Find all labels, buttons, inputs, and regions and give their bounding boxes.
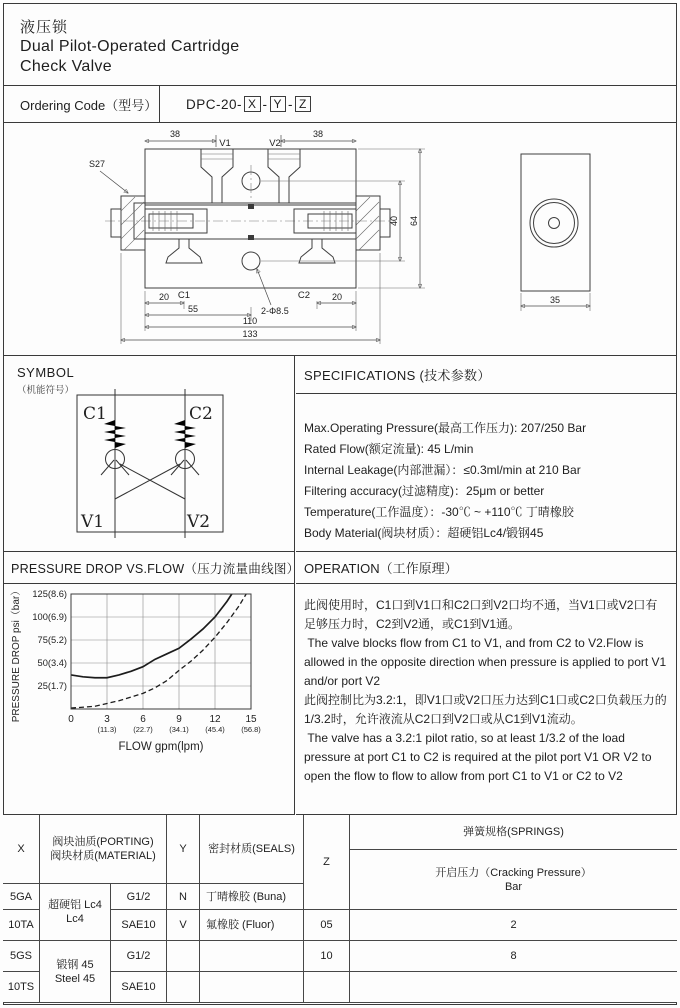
title-chinese: 液压锁 — [20, 19, 69, 36]
table-cell-cracking: 8 — [350, 941, 677, 971]
technical-drawing-section — [3, 123, 677, 356]
table-cell-empty — [350, 972, 677, 1002]
pressure-chart-title: PRESSURE DROP VS.FLOW（压力流量曲线图） — [3, 552, 294, 584]
material-line2: Steel 45 — [54, 972, 96, 985]
table-header-cracking-unit: Bar — [504, 880, 523, 893]
svg-text:9: 9 — [176, 714, 182, 725]
table-header-x: X — [3, 815, 39, 883]
dim-38-left: 38 — [169, 129, 181, 139]
table-cell-empty — [167, 972, 199, 1002]
table-header-springs: 弹簧规格(SPRINGS) — [350, 815, 677, 849]
table-cell-empty — [167, 941, 199, 971]
table-header-cracking — [350, 850, 677, 909]
symbol-v1-label: V1 — [81, 512, 105, 532]
dim-133: 133 — [242, 329, 258, 339]
table-header-seals: 密封材质(SEALS) — [200, 815, 303, 883]
operation-paragraph: 此阀使用时，C1口到V1口和C2口到V2口均不通，当V1口或V2口有足够压力时，C2到V2通，或C1到V1通。 — [304, 598, 658, 631]
operation-text — [296, 584, 677, 786]
spec-item: Internal Leakage(内部泄漏）：≤0.3ml/min at 210 Bar — [304, 463, 581, 477]
table-cell-port: G1/2 — [111, 941, 166, 971]
ordering-code-x-box: X — [244, 96, 261, 112]
operation-paragraph: 此阀控制比为3.2:1，即V1口或V2口压力达到C1口或C2口负载压力的1/3.2时，允许液流从C2口到V2口或从C1到V1流动。 — [304, 693, 667, 726]
table-cell-y: V — [167, 910, 199, 940]
port-c2-label: C2 — [297, 290, 311, 301]
symbol-subtitle: （机能符号） — [17, 385, 75, 396]
svg-text:12: 12 — [209, 714, 221, 725]
operation-title: OPERATION（工作原理） — [296, 552, 677, 584]
ordering-code-z-box: Z — [295, 96, 311, 112]
operation-paragraph: The valve has a 3.2:1 pilot ratio, so at least 1/3.2 of the load pressure at port C1 to C2 is required at the pilot port V1 OR V2 to open the flow to flow to allow from port C1 to V1 or C2 to V2 — [304, 731, 655, 783]
table-cell-empty — [200, 972, 303, 1002]
svg-text:(11.3): (11.3) — [97, 725, 117, 734]
table-cell-x: 5GA — [3, 884, 39, 909]
material-line1: 超硬铝 Lc4 — [48, 899, 102, 911]
svg-text:125(8.6): 125(8.6) — [32, 589, 67, 599]
table-cell-port: G1/2 — [111, 884, 166, 909]
material-line2: Lc4 — [66, 913, 84, 925]
s27-label: S27 — [89, 159, 106, 169]
dim-40: 40 — [389, 215, 399, 227]
dim-35: 35 — [549, 295, 561, 305]
table-cell-seal: 丁晴橡胶 (Buna) — [200, 884, 303, 909]
table-header-cracking-label: 开启压力（Cracking Pressure） — [435, 866, 592, 879]
port-v1-label: V1 — [219, 138, 231, 149]
symbol-title: SYMBOL — [17, 365, 75, 380]
ordering-code-label: Ordering Code（型号） — [3, 86, 160, 122]
ordering-code-y-box: Y — [270, 96, 287, 112]
ordering-code-row — [3, 86, 677, 123]
table-cell-seal: 氟橡胶 (Fluor) — [200, 910, 303, 940]
svg-text:15: 15 — [245, 714, 257, 725]
pressure-drop-chart — [3, 584, 295, 812]
specifications-section — [296, 356, 677, 552]
ordering-code-sep1: - — [262, 96, 268, 112]
dim-20-left: 20 — [158, 292, 170, 302]
holes-label: 2-Φ8.5 — [261, 306, 289, 316]
pressure-chart-section — [3, 552, 300, 815]
port-v2-label: V2 — [269, 138, 281, 149]
svg-text:(56.8): (56.8) — [241, 725, 261, 734]
ordering-code-value — [160, 86, 677, 122]
symbol-c2-label: C2 — [189, 404, 213, 424]
svg-text:3: 3 — [104, 714, 110, 725]
table-cell-empty — [304, 972, 349, 1002]
title-english-line2: Check Valve — [20, 58, 112, 75]
table-cell-x: 5GS — [3, 941, 39, 971]
table-header-material: 阀块材质(MATERIAL) — [50, 850, 156, 862]
symbol-v2-label: V2 — [187, 512, 211, 532]
port-c1-label: C1 — [177, 290, 191, 301]
chart-x-axis-label: FLOW gpm(lpm) — [118, 741, 204, 753]
table-cell-material — [40, 941, 110, 1002]
table-header-y: Y — [167, 815, 199, 883]
specifications-title: SPECIFICATIONS (技术参数） — [296, 356, 677, 394]
dim-55: 55 — [187, 304, 199, 314]
svg-text:(45.4): (45.4) — [205, 725, 225, 734]
technical-drawing — [3, 123, 677, 355]
svg-text:(22.7): (22.7) — [133, 725, 153, 734]
material-line1: 锻钢 45 — [56, 958, 94, 971]
ordering-code-prefix: DPC-20- — [186, 96, 243, 112]
operation-paragraph: The valve blocks flow from C1 to V1, and from C2 to V2.Flow is allowed in the opposite direction when pressure is applied to port V1 and/or port V2 — [304, 636, 670, 688]
spec-item: Rated Flow(额定流量): 45 L/min — [304, 442, 474, 456]
table-cell-port: SAE10 — [111, 972, 166, 1002]
table-header-porting-material — [40, 815, 166, 883]
svg-text:75(5.2): 75(5.2) — [37, 635, 67, 645]
dim-20-right: 20 — [331, 292, 343, 302]
svg-text:(34.1): (34.1) — [169, 725, 189, 734]
ordering-code-sep2: - — [288, 96, 294, 112]
symbol-c1-label: C1 — [83, 404, 107, 424]
svg-text:0: 0 — [68, 714, 74, 725]
specifications-list — [296, 394, 677, 544]
ordering-table — [3, 815, 677, 1003]
title-block — [3, 3, 677, 86]
symbol-section — [3, 356, 295, 552]
dim-64: 64 — [409, 215, 419, 227]
table-cell-port: SAE10 — [111, 910, 166, 940]
svg-text:50(3.4): 50(3.4) — [37, 658, 67, 668]
table-cell-y: N — [167, 884, 199, 909]
operation-section — [296, 552, 677, 815]
title-english-line1: Dual Pilot-Operated Cartridge — [20, 38, 240, 55]
spec-item: Max.Operating Pressure(最高工作压力): 207/250 Bar — [304, 421, 587, 435]
dim-110: 110 — [242, 316, 258, 326]
dim-38-right: 38 — [312, 129, 324, 139]
svg-text:25(1.7): 25(1.7) — [37, 681, 67, 691]
table-cell-material — [40, 884, 110, 940]
svg-text:6: 6 — [140, 714, 146, 725]
table-cell-empty — [200, 941, 303, 971]
table-header-porting: 阀块油质(PORTING) — [52, 836, 154, 848]
table-cell-z: 05 — [304, 910, 349, 940]
table-cell-z: 10 — [304, 941, 349, 971]
spec-item: Body Material(阀块材质）：超硬铝Lc4/锻钢45 — [304, 526, 544, 540]
table-header-z: Z — [304, 815, 349, 909]
chart-y-axis-label: PRESSURE DROP psi（bar） — [11, 585, 22, 723]
table-cell-cracking: 2 — [350, 910, 677, 940]
table-cell-x: 10TS — [3, 972, 39, 1002]
spec-item: Temperature(工作温度）：-30℃ ~ +110℃ 丁晴橡胶 — [304, 505, 574, 519]
spec-item: Filtering accuracy(过滤精度)：25μm or better — [304, 484, 545, 498]
svg-text:100(6.9): 100(6.9) — [32, 612, 67, 622]
table-cell-x: 10TA — [3, 910, 39, 940]
